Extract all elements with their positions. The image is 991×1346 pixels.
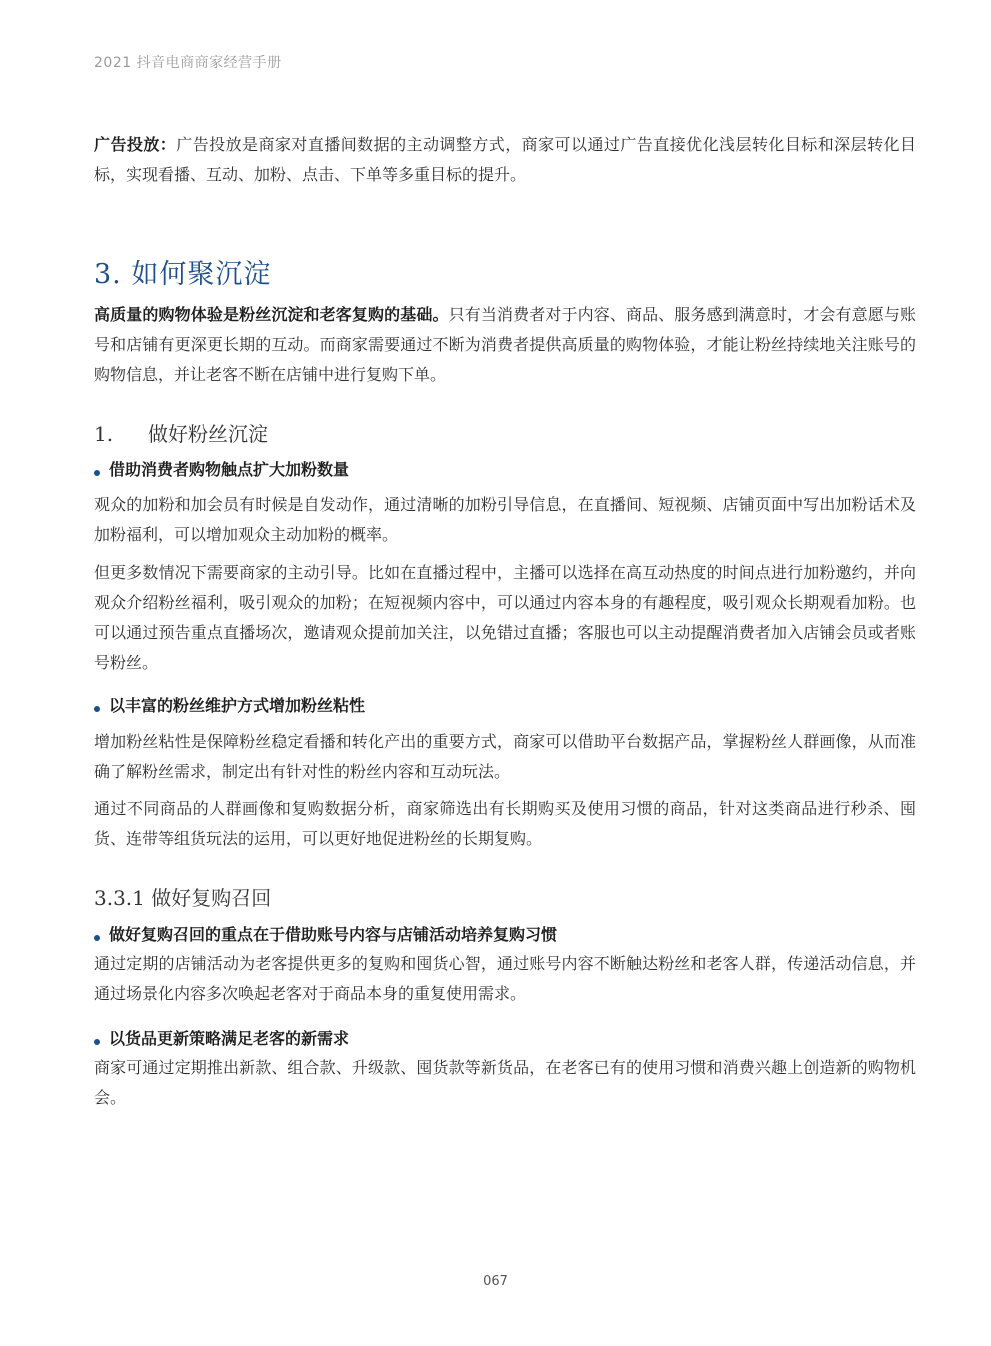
bullet-dot-icon xyxy=(94,1039,100,1045)
ad-text: 广告投放是商家对直播间数据的主动调整方式，商家可以通过广告直接优化浅层转化目标和深层转化目标，实现看播、互动、加粉、点击、下单等多重目标的提升。 xyxy=(94,135,916,184)
bullet-dot-icon xyxy=(94,470,100,476)
ad-paragraph xyxy=(94,130,916,190)
subsection-title-text: 做好粉丝沉淀 xyxy=(148,422,268,446)
subsection-number: 1. xyxy=(94,422,114,446)
paragraph: 通过定期的店铺活动为老客提供更多的复购和囤货心智，通过账号内容不断触达粉丝和老客人群，传递活动信息，并通过场景化内容多次唤起老客对于商品本身的重复使用需求。 xyxy=(94,954,916,1003)
section-title: 3. 如何聚沉淀 xyxy=(94,259,272,290)
paragraph: 增加粉丝粘性是保障粉丝稳定看播和转化产出的重要方式，商家可以借助平台数据产品，掌握粉丝人群画像，从而准确了解粉丝需求，制定出有针对性的粉丝内容和互动玩法。 xyxy=(94,732,916,781)
section-intro-bold: 高质量的购物体验是粉丝沉淀和老客复购的基础。 xyxy=(94,305,449,324)
page-number: 067 xyxy=(483,1274,508,1289)
bullet-heading: 以丰富的粉丝维护方式增加粉丝粘性 xyxy=(94,694,365,718)
bullet-heading: 做好复购召回的重点在于借助账号内容与店铺活动培养复购习惯 xyxy=(94,923,557,947)
section-intro-text: 只有当消费者对于内容、商品、服务感到满意时，才会有意愿与账号和店铺有更深更长期的互动。而商家需要通过不断为消费者提供高质量的购物体验，才能让粉丝持续地关注账号的购物信息，并让老客不断在店铺中进行复购下单。 xyxy=(94,305,916,384)
bullet-dot-icon xyxy=(94,706,100,712)
section-intro xyxy=(94,300,916,390)
paragraph: 观众的加粉和加会员有时候是自发动作，通过清晰的加粉引导信息，在直播间、短视频、店铺页面中写出加粉话术及加粉福利，可以增加观众主动加粉的概率。 xyxy=(94,495,916,544)
subsection-title-fans xyxy=(94,418,268,447)
subsection-title-repurchase: 3.3.1 做好复购召回 xyxy=(94,886,272,910)
ad-label: 广告投放： xyxy=(94,135,177,154)
bullet-dot-icon xyxy=(94,935,100,941)
paragraph: 商家可通过定期推出新款、组合款、升级款、囤货款等新货品，在老客已有的使用习惯和消费兴趣上创造新的购物机会。 xyxy=(94,1058,916,1107)
bullet-heading: 以货品更新策略满足老客的新需求 xyxy=(94,1027,349,1051)
paragraph: 但更多数情况下需要商家的主动引导。比如在直播过程中，主播可以选择在高互动热度的时间点进行加粉邀约，并向观众介绍粉丝福利，吸引观众的加粉；在短视频内容中，可以通过内容本身的有趣程度，吸引观众长期观看加粉。也可以通过预告重点直播场次，邀请观众提前加关注，以免错过直播；客服也可以主动提醒消费者加入店铺会员或者账号粉丝。 xyxy=(94,563,916,672)
running-header: 2021 抖音电商商家经营手册 xyxy=(94,55,282,71)
bullet-heading: 借助消费者购物触点扩大加粉数量 xyxy=(94,458,349,482)
paragraph: 通过不同商品的人群画像和复购数据分析，商家筛选出有长期购买及使用习惯的商品，针对这类商品进行秒杀、囤货、连带等组货玩法的运用，可以更好地促进粉丝的长期复购。 xyxy=(94,799,916,848)
